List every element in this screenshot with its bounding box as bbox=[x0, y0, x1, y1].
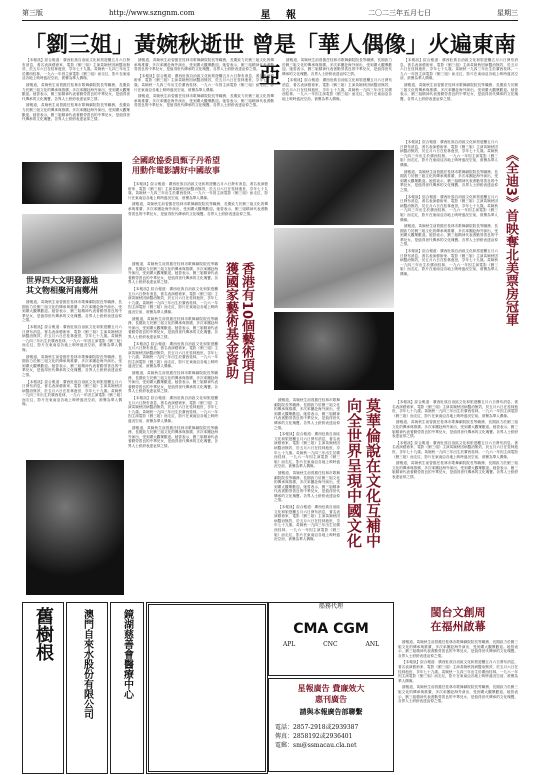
cnc-logo: CNC bbox=[323, 641, 338, 648]
ad-promo[interactable] bbox=[268, 678, 394, 772]
caption-hk-arts: 香港有10個藝術項目 獲國家藝術基金資助 bbox=[223, 262, 254, 385]
promo-email[interactable]: 電郵：sm@ssmacau.cla.net bbox=[275, 742, 357, 749]
promo-fax: 傳真：2858192或2936401 bbox=[275, 733, 353, 740]
anl-logo: ANL bbox=[365, 641, 380, 648]
photo-performer bbox=[26, 460, 124, 595]
photo-film-cast bbox=[274, 150, 394, 225]
photo-premiere bbox=[274, 228, 394, 308]
promo-line1: 星報廣告 費廉效大 bbox=[297, 683, 365, 693]
page-headline: 「劉三姐」黃婉秋逝世 曾是「華人偶像」火遍東南亞 bbox=[24, 33, 516, 89]
heritage-article: 據報道，黃婉秋生前曾擔任桂林市歌舞劇院院長等職務，長期致力於劉三姐文化的傳承與推廣，多次率團赴海外演出，受到廣大觀眾歡迎。她曾表示，劉三姐精神代表著勤勞善良的中華兒女，是值得世代傳承的文化瑰寶。各界人士紛紛表達哀悼之情。 【本報訊】綜合報道：廣西壯族自治區文化和旅遊廳五月六日發布消息，著名表演藝術家、電影《劉三姐》主演黃婉秋因病醫治無效，於五月六日在桂林逝世，享年七十九歲。黃婉秋一九四三年出生於廣西桂林，一九六一年因主演電影《劉三姐》而走紅，影片在東南亞各地上映時盛況空前，被譽為華人偶像。 據報道，黃婉秋生前曾擔任桂林市歌舞劇院院長等職務，長期致力於劉三姐文化的傳承與推廣，多次率團赴海外演出，受到廣大觀眾歡迎。她曾表示，劉三姐精神代表著勤勞善良的中華兒女，是值得世代傳承的文化瑰寶。各界人士紛紛表達哀悼之情。 【本報訊】綜合報道：廣西壯族自治區文化和旅遊廳五月六日發布消息，著名表演藝術家、電影《劉三姐》主演黃婉秋因病醫治無效，於五月六日在桂林逝世，享年七十九歲。黃婉秋一九四三年出生於廣西桂林，一九六一年因主演電影《劉三姐》而走紅，影片在東南亞各地上映時盛況空前，被譽為華人偶像。 bbox=[22, 300, 122, 407]
caption-mo-yan: 莫華倫說在文化互補中 向全世界呈現中國文化 bbox=[345, 398, 382, 548]
cma-cgm-logo: CMA CGM bbox=[293, 621, 369, 637]
movie-article: 【本報訊】綜合報道：廣西壯族自治區文化和旅遊廳五月六日發布消息，著名表演藝術家、電影《劉三姐》主演黃婉秋因病醫治無效，於五月六日在桂林逝世，享年七十九歲。黃婉秋一九四三年出生於廣西桂林，一九六一年因主演電影《劉三姐》而走紅，影片在東南亞各地上映時盛況空前，被譽為華人偶像。 據報道，黃婉秋生前曾擔任桂林市歌舞劇院院長等職務，長期致力於劉三姐文化的傳承與推廣，多次率團赴海外演出，受到廣大觀眾歡迎。她曾表示，劉三姐精神代表著勤勞善良的中華兒女，是值得世代傳承的文化瑰寶。各界人士紛紛表達哀悼之情。 【本報訊】綜合報道：廣西壯族自治區文化和旅遊廳五月六日發布消息，著名表演藝術家、電影《劉三姐》主演黃婉秋因病醫治無效，於五月六日在桂林逝世，享年七十九歲。黃婉秋一九四三年出生於廣西桂林，一九六一年因主演電影《劉三姐》而走紅，影片在東南亞各地上映時盛況空前，被譽為華人偶像。 據報道，黃婉秋生前曾擔任桂林市歌舞劇院院長等職務，長期致力於劉三姐文化的傳承與推廣，多次率團赴海外演出，受到廣大觀眾歡迎。她曾表示，劉三姐精神代表著勤勞善良的中華兒女，是值得世代傳承的文化瑰寶。各界人士紛紛表達哀悼之情。 【本報訊】綜合報道：廣西壯族自治區文化和旅遊廳五月六日發布消息，著名表演藝術家、電影《劉三姐》主演黃婉秋因病醫治無效，於五月六日在桂林逝世，享年七十九歲。黃婉秋一九四三年出生於廣西桂林，一九六一年因主演電影《劉三姐》而走紅，影片在東南亞各地上映時盛況空前，被譽為華人偶像。 bbox=[400, 140, 498, 277]
page-header bbox=[22, 6, 518, 21]
promo-line2: 惠刊廣告 bbox=[315, 694, 347, 704]
ad-shuguogen-title: 舊樹根 bbox=[33, 607, 54, 661]
fujian-article: 據報道，黃婉秋生前曾擔任桂林市歌舞劇院院長等職務，長期致力於劉三姐文化的傳承與推廣，多次率團赴海外演出，受到廣大觀眾歡迎。她曾表示，劉三姐精神代表著勤勞善良的中華兒女，是值得世代傳承的文化瑰寶。各界人士紛紛表達哀悼之情。 【本報訊】綜合報道：廣西壯族自治區文化和旅遊廳五月六日發布消息，著名表演藝術家、電影《劉三姐》主演黃婉秋因病醫治無效，於五月六日在桂林逝世，享年七十九歲。黃婉秋一九四三年出生於廣西桂林，一九六一年因主演電影《劉三姐》而走紅，影片在東南亞各地上映時盛況空前，被譽為華人偶像。 據報道，黃婉秋生前曾擔任桂林市歌舞劇院院長等職務，長期致力於劉三姐文化的傳承與推廣，多次率團赴海外演出，受到廣大觀眾歡迎。她曾表示，劉三姐精神代表著勤勞善良的中華兒女，是值得世代傳承的文化瑰寶。各界人士紛紛表達哀悼之情。 bbox=[398, 640, 518, 704]
lead-article-col1: 【本報訊】綜合報道：廣西壯族自治區文化和旅遊廳五月六日發布消息，著名表演藝術家、電影《劉三姐》主演黃婉秋因病醫治無效，於五月六日在桂林逝世，享年七十九歲。黃婉秋一九四三年出生於廣西桂林，一九六一年因主演電影《劉三姐》而走紅，影片在東南亞各地上映時盛況空前，被譽為華人偶像。 據報道，黃婉秋生前曾擔任桂林市歌舞劇院院長等職務，長期致力於劉三姐文化的傳承與推廣，多次率團赴海外演出，受到廣大觀眾歡迎。她曾表示，劉三姐精神代表著勤勞善良的中華兒女，是值得世代傳承的文化瑰寶。各界人士紛紛表達哀悼之情。 據報道，黃婉秋生前曾擔任桂林市歌舞劇院院長等職務，長期致力於劉三姐文化的傳承與推廣，多次率團赴海外演出，受到廣大觀眾歡迎。她曾表示，劉三姐精神代表著勤勞善良的中華兒女，是值得世代傳承的文化瑰寶。各界人士紛紛表達哀悼之情。 bbox=[22, 58, 130, 122]
lead-article-col3: 據報道，黃婉秋生前曾擔任桂林市歌舞劇院院長等職務，長期致力於劉三姐文化的傳承與推廣，多次率團赴海外演出，受到廣大觀眾歡迎。她曾表示，劉三姐精神代表著勤勞善良的中華兒女，是值得世代傳承的文化瑰寶。各界人士紛紛表達哀悼之情。 【本報訊】綜合報道：廣西壯族自治區文化和旅遊廳五月六日發布消息，著名表演藝術家、電影《劉三姐》主演黃婉秋因病醫治無效，於五月六日在桂林逝世，享年七十九歲。黃婉秋一九四三年出生於廣西桂林，一九六一年因主演電影《劉三姐》而走紅，影片在東南亞各地上映時盛況空前，被譽為華人偶像。 bbox=[282, 58, 392, 101]
caption-heritage: 世界四大文明發源地 其文物相聚河南鄭州 bbox=[26, 276, 98, 295]
lead-article-col2: 據報道，黃婉秋生前曾擔任桂林市歌舞劇院院長等職務，長期致力於劉三姐文化的傳承與推廣，多次率團赴海外演出，受到廣大觀眾歡迎。她曾表示，劉三姐精神代表著勤勞善良的中華兒女，是值得世代傳承的文化瑰寶。各界人士紛紛表達哀悼之情。 【本報訊】綜合報道：廣西壯族自治區文化和旅遊廳五月六日發布消息，著名表演藝術家、電影《劉三姐》主演黃婉秋因病醫治無效，於五月六日在桂林逝世，享年七十九歲。黃婉秋一九四三年出生於廣西桂林，一九六一年因主演電影《劉三姐》而走紅，影片在東南亞各地上映時盛況空前，被譽為華人偶像。 據報道，黃婉秋生前曾擔任桂林市歌舞劇院院長等職務，長期致力於劉三姐文化的傳承與推廣，多次率團赴海外演出，受到廣大觀眾歡迎。她曾表示，劉三姐精神代表著勤勞善良的中華兒女，是值得世代傳承的文化瑰寶。各界人士紛紛表達哀悼之情。 bbox=[134, 58, 274, 108]
issue-weekday: 星期三 bbox=[496, 9, 518, 17]
ad-charity-title: 鏡湖慈善會醫療中心 bbox=[121, 609, 133, 699]
promo-tel: 電話：2857-2918或2939387 bbox=[275, 724, 359, 731]
ad-water[interactable] bbox=[66, 602, 108, 774]
shipping-label: 船務代理 bbox=[318, 603, 343, 610]
cppcc-article: 【本報訊】綜合報道：廣西壯族自治區文化和旅遊廳五月六日發布消息，著名表演藝術家、電影《劉三姐》主演黃婉秋因病醫治無效，於五月六日在桂林逝世，享年七十九歲。黃婉秋一九四三年出生於廣西桂林，一九六一年因主演電影《劉三姐》而走紅，影片在東南亞各地上映時盛況空前，被譽為華人偶像。 據報道，黃婉秋生前曾擔任桂林市歌舞劇院院長等職務，長期致力於劉三姐文化的傳承與推廣，多次率團赴海外演出，受到廣大觀眾歡迎。她曾表示，劉三姐精神代表著勤勞善良的中華兒女，是值得世代傳承的文化瑰寶。各界人士紛紛表達哀悼之情。 bbox=[128, 182, 268, 216]
caption-fujian: 閩台文創周 在福州啟幕 bbox=[430, 606, 486, 633]
mo-yan-article-2: 【本報訊】綜合報道：廣西壯族自治區文化和旅遊廳五月六日發布消息，著名表演藝術家、電影《劉三姐》主演黃婉秋因病醫治無效，於五月六日在桂林逝世，享年七十九歲。黃婉秋一九四三年出生於廣西桂林，一九六一年因主演電影《劉三姐》而走紅，影片在東南亞各地上映時盛況空前，被譽為華人偶像。 據報道，黃婉秋生前曾擔任桂林市歌舞劇院院長等職務，長期致力於劉三姐文化的傳承與推廣，多次率團赴海外演出，受到廣大觀眾歡迎。她曾表示，劉三姐精神代表著勤勞善良的中華兒女，是值得世代傳承的文化瑰寶。各界人士紛紛表達哀悼之情。 【本報訊】綜合報道：廣西壯族自治區文化和旅遊廳五月六日發布消息，著名表演藝術家、電影《劉三姐》主演黃婉秋因病醫治無效，於五月六日在桂林逝世，享年七十九歲。黃婉秋一九四三年出生於廣西桂林，一九六一年因主演電影《劉三姐》而走紅，影片在東南亞各地上映時盛況空前，被譽為華人偶像。 據報道，黃婉秋生前曾擔任桂林市歌舞劇院院長等職務，長期致力於劉三姐文化的傳承與推廣，多次率團赴海外演出，受到廣大觀眾歡迎。她曾表示，劉三姐精神代表著勤勞善良的中華兒女，是值得世代傳承的文化瑰寶。各界人士紛紛表達哀悼之情。 bbox=[392, 400, 518, 479]
masthead-brand: 星 報 bbox=[260, 9, 302, 21]
lead-article-col4: 【本報訊】綜合報道：廣西壯族自治區文化和旅遊廳五月六日發布消息，著名表演藝術家、電影《劉三姐》主演黃婉秋因病醫治無效，於五月六日在桂林逝世，享年七十九歲。黃婉秋一九四三年出生於廣西桂林，一九六一年因主演電影《劉三姐》而走紅，影片在東南亞各地上映時盛況空前，被譽為華人偶像。 據報道，黃婉秋生前曾擔任桂林市歌舞劇院院長等職務，長期致力於劉三姐文化的傳承與推廣，多次率團赴海外演出，受到廣大觀眾歡迎。她曾表示，劉三姐精神代表著勤勞善良的中華兒女，是值得世代傳承的文化瑰寶。各界人士紛紛表達哀悼之情。 bbox=[400, 58, 518, 101]
photo-singer bbox=[274, 312, 394, 390]
caption-movie: 《全迪3》首映奪北美票房冠軍 bbox=[503, 148, 518, 327]
ad-shipping[interactable] bbox=[268, 602, 394, 676]
mo-yan-article-1: 據報道，黃婉秋生前曾擔任桂林市歌舞劇院院長等職務，長期致力於劉三姐文化的傳承與推廣，多次率團赴海外演出，受到廣大觀眾歡迎。她曾表示，劉三姐精神代表著勤勞善良的中華兒女，是值得世代傳承的文化瑰寶。各界人士紛紛表達哀悼之情。 【本報訊】綜合報道：廣西壯族自治區文化和旅遊廳五月六日發布消息，著名表演藝術家、電影《劉三姐》主演黃婉秋因病醫治無效，於五月六日在桂林逝世，享年七十九歲。黃婉秋一九四三年出生於廣西桂林，一九六一年因主演電影《劉三姐》而走紅，影片在東南亞各地上映時盛況空前，被譽為華人偶像。 據報道，黃婉秋生前曾擔任桂林市歌舞劇院院長等職務，長期致力於劉三姐文化的傳承與推廣，多次率團赴海外演出，受到廣大觀眾歡迎。她曾表示，劉三姐精神代表著勤勞善良的中華兒女，是值得世代傳承的文化瑰寶。各界人士紛紛表達哀悼之情。 【本報訊】綜合報道：廣西壯族自治區文化和旅遊廳五月六日發布消息，著名表演藝術家、電影《劉三姐》主演黃婉秋因病醫治無效，於五月六日在桂林逝世，享年七十九歲。黃婉秋一九四三年出生於廣西桂林，一九六一年因主演電影《劉三姐》而走紅，影片在東南亞各地上映時盛況空前，被譽為華人偶像。 bbox=[274, 398, 340, 542]
photo-cppcc bbox=[22, 162, 122, 204]
site-url[interactable]: http://www.szngnm.com bbox=[109, 9, 195, 17]
issue-date: 二〇二三年五月七日 bbox=[367, 9, 431, 17]
ad-water-title: 澳門自來水股份有限公司 bbox=[81, 609, 93, 719]
hk-arts-article: 據報道，黃婉秋生前曾擔任桂林市歌舞劇院院長等職務，長期致力於劉三姐文化的傳承與推廣，多次率團赴海外演出，受到廣大觀眾歡迎。她曾表示，劉三姐精神代表著勤勞善良的中華兒女，是值得世代傳承的文化瑰寶。各界人士紛紛表達哀悼之情。 【本報訊】綜合報道：廣西壯族自治區文化和旅遊廳五月六日發布消息，著名表演藝術家、電影《劉三姐》主演黃婉秋因病醫治無效，於五月六日在桂林逝世，享年七十九歲。黃婉秋一九四三年出生於廣西桂林，一九六一年因主演電影《劉三姐》而走紅，影片在東南亞各地上映時盛況空前，被譽為華人偶像。 據報道，黃婉秋生前曾擔任桂林市歌舞劇院院長等職務，長期致力於劉三姐文化的傳承與推廣，多次率團赴海外演出，受到廣大觀眾歡迎。她曾表示，劉三姐精神代表著勤勞善良的中華兒女，是值得世代傳承的文化瑰寶。各界人士紛紛表達哀悼之情。 【本報訊】綜合報道：廣西壯族自治區文化和旅遊廳五月六日發布消息，著名表演藝術家、電影《劉三姐》主演黃婉秋因病醫治無效，於五月六日在桂林逝世，享年七十九歲。黃婉秋一九四三年出生於廣西桂林，一九六一年因主演電影《劉三姐》而走紅，影片在東南亞各地上映時盛況空前，被譽為華人偶像。 據報道，黃婉秋生前曾擔任桂林市歌舞劇院院長等職務，長期致力於劉三姐文化的傳承與推廣，多次率團赴海外演出，受到廣大觀眾歡迎。她曾表示，劉三姐精神代表著勤勞善良的中華兒女，是值得世代傳承的文化瑰寶。各界人士紛紛表達哀悼之情。 【本報訊】綜合報道：廣西壯族自治區文化和旅遊廳五月六日發布消息，著名表演藝術家、電影《劉三姐》主演黃婉秋因病醫治無效，於五月六日在桂林逝世，享年七十九歲。黃婉秋一九四三年出生於廣西桂林，一九六一年因主演電影《劉三姐》而走紅，影片在東南亞各地上映時盛況空前，被譽為華人偶像。 據報道，黃婉秋生前曾擔任桂林市歌舞劇院院長等職務，長期致力於劉三姐文化的傳承與推廣，多次率團赴海外演出，受到廣大觀眾歡迎。她曾表示，劉三姐精神代表著勤勞善良的中華兒女，是值得世代傳承的文化瑰寶。各界人士紛紛表達哀悼之情。 bbox=[128, 262, 218, 448]
ad-shuguogen[interactable] bbox=[22, 602, 64, 774]
photo-heritage bbox=[22, 214, 122, 274]
apl-logo: APL bbox=[282, 641, 296, 648]
ad-charity[interactable] bbox=[110, 602, 144, 774]
caption-cppcc: 全國政協委員甄子丹希望 用動作電影講好中國故事 bbox=[132, 156, 220, 175]
promo-line3: 請與本報廣告部聯繫 bbox=[299, 707, 363, 716]
ad-notice bbox=[146, 602, 268, 774]
page-number: 第三版 bbox=[22, 9, 43, 17]
